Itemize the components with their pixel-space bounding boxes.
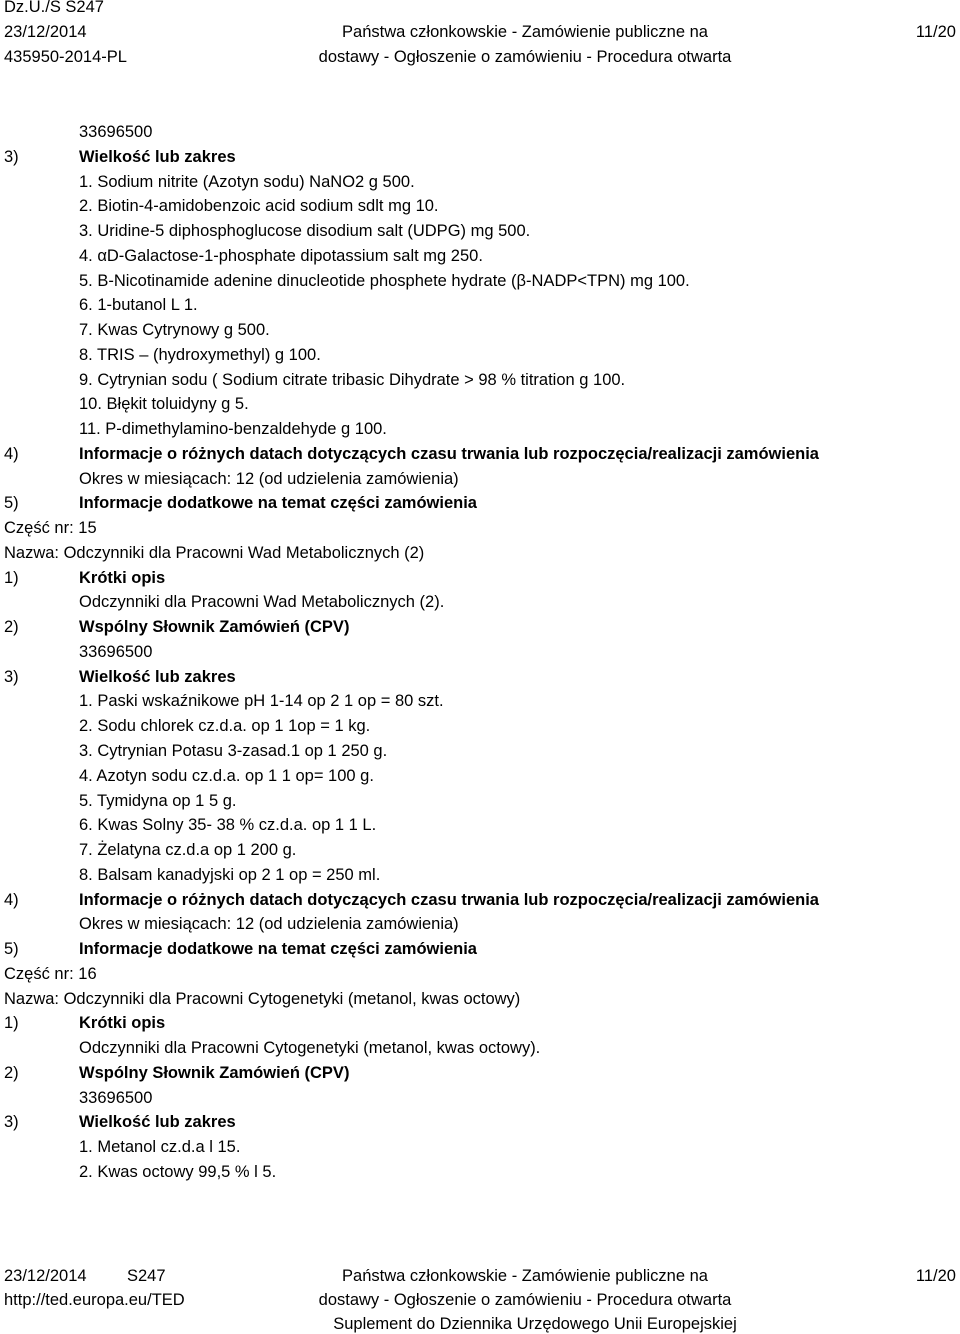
section-number: 4) (4, 891, 19, 909)
section-heading: Wielkość lub zakres (79, 1113, 236, 1131)
section-heading: Informacje dodatkowe na temat części zamówienia (79, 940, 477, 958)
body-line: 8. Balsam kanadyjski op 2 1 op = 250 ml. (79, 866, 381, 884)
body-line: 3. Uridine-5 diphosphoglucose disodium salt (UDPG) mg 500. (79, 222, 531, 240)
body-line: Okres w miesiącach: 12 (od udzielenia zamówienia) (79, 915, 459, 933)
footer-page-number: 11/20 (915, 1267, 956, 1285)
body-line: 5. B-Nicotinamide adenine dinucleotide phosphete hydrate (β-NADP<TPN) mg 100. (79, 272, 690, 290)
body-line: 1. Metanol cz.d.a l 15. (79, 1138, 241, 1156)
section-heading: Wielkość lub zakres (79, 668, 236, 686)
section-number: 2) (4, 1064, 19, 1082)
header-notice-id: 435950-2014-PL (4, 48, 127, 66)
section-heading: Wspólny Słownik Zamówień (CPV) (79, 1064, 350, 1082)
body-line: 2. Sodu chlorek cz.d.a. op 1 1op = 1 kg. (79, 717, 371, 735)
body-line: 4. αD-Galactose-1-phosphate dipotassium salt mg 250. (79, 247, 483, 265)
body-line: 11. P-dimethylamino-benzaldehyde g 100. (79, 420, 387, 438)
body-line: 33696500 (79, 643, 153, 661)
section-heading: Wspólny Słownik Zamówień (CPV) (79, 618, 350, 636)
body-line: 1. Paski wskaźnikowe pH 1-14 op 2 1 op = 80 szt. (79, 692, 444, 710)
body-line: Część nr: 16 (4, 965, 97, 983)
body-line: Odczynniki dla Pracowni Wad Metabolicznych (2). (79, 593, 445, 611)
body-line: 33696500 (79, 123, 153, 141)
body-line: 6. 1-butanol L 1. (79, 296, 198, 314)
body-line: Odczynniki dla Pracowni Cytogenetyki (metanol, kwas octowy). (79, 1039, 541, 1057)
body-line: 4. Azotyn sodu cz.d.a. op 1 1 op= 100 g. (79, 767, 374, 785)
section-number: 1) (4, 1014, 19, 1032)
header-title-line1: Państwa członkowskie - Zamówienie publiczne na (342, 23, 708, 41)
section-heading: Informacje o różnych datach dotyczących czasu trwania lub rozpoczęcia/realizacji zamówienia (79, 445, 819, 463)
footer-supplement: Suplement do Dziennika Urzędowego Unii Europejskiej (333, 1315, 737, 1333)
body-line: 6. Kwas Solny 35- 38 % cz.d.a. op 1 1 L. (79, 816, 377, 834)
body-line: Część nr: 15 (4, 519, 97, 537)
section-number: 5) (4, 494, 19, 512)
body-line: 1. Sodium nitrite (Azotyn sodu) NaNO2 g 500. (79, 173, 415, 191)
section-heading: Krótki opis (79, 569, 166, 587)
section-heading: Wielkość lub zakres (79, 148, 236, 166)
body-line: 5. Tymidyna op 1 5 g. (79, 792, 237, 810)
footer-url[interactable]: http://ted.europa.eu/TED (4, 1291, 185, 1309)
section-number: 3) (4, 668, 19, 686)
header-journal-ref: Dz.U./S S247 (4, 0, 104, 16)
body-line: 3. Cytrynian Potasu 3-zasad.1 op 1 250 g. (79, 742, 388, 760)
section-heading: Krótki opis (79, 1014, 166, 1032)
section-number: 3) (4, 1113, 19, 1131)
section-number: 4) (4, 445, 19, 463)
section-heading: Informacje dodatkowe na temat części zamówienia (79, 494, 477, 512)
header-title-line2: dostawy - Ogłoszenie o zamówieniu - Procedura otwarta (318, 48, 732, 66)
body-line: 2. Biotin-4-amidobenzoic acid sodium sdlt mg 10. (79, 197, 439, 215)
footer-date: 23/12/2014 (4, 1267, 87, 1285)
footer-title-line2: dostawy - Ogłoszenie o zamówieniu - Procedura otwarta (318, 1291, 732, 1309)
footer-title-line1: Państwa członkowskie - Zamówienie publiczne na (342, 1267, 708, 1285)
header-date: 23/12/2014 (4, 23, 87, 41)
body-line: Okres w miesiącach: 12 (od udzielenia zamówienia) (79, 470, 459, 488)
body-line: 2. Kwas octowy 99,5 % l 5. (79, 1163, 277, 1181)
section-number: 2) (4, 618, 19, 636)
body-line: 7. Kwas Cytrynowy g 500. (79, 321, 270, 339)
footer-issue: S247 (127, 1267, 166, 1285)
body-line: 7. Żelatyna cz.d.a op 1 200 g. (79, 841, 297, 859)
section-heading: Informacje o różnych datach dotyczących czasu trwania lub rozpoczęcia/realizacji zamówienia (79, 891, 819, 909)
header-page-number: 11/20 (915, 23, 956, 41)
section-number: 5) (4, 940, 19, 958)
section-number: 3) (4, 148, 19, 166)
body-line: 8. TRIS – (hydroxymethyl) g 100. (79, 346, 321, 364)
body-line: 9. Cytrynian sodu ( Sodium citrate tribasic Dihydrate > 98 % titration g 100. (79, 371, 626, 389)
body-line: Nazwa: Odczynniki dla Pracowni Wad Metabolicznych (2) (4, 544, 425, 562)
section-number: 1) (4, 569, 19, 587)
body-line: 10. Błękit toluidyny g 5. (79, 395, 249, 413)
body-line: Nazwa: Odczynniki dla Pracowni Cytogenetyki (metanol, kwas octowy) (4, 990, 521, 1008)
body-line: 33696500 (79, 1089, 153, 1107)
